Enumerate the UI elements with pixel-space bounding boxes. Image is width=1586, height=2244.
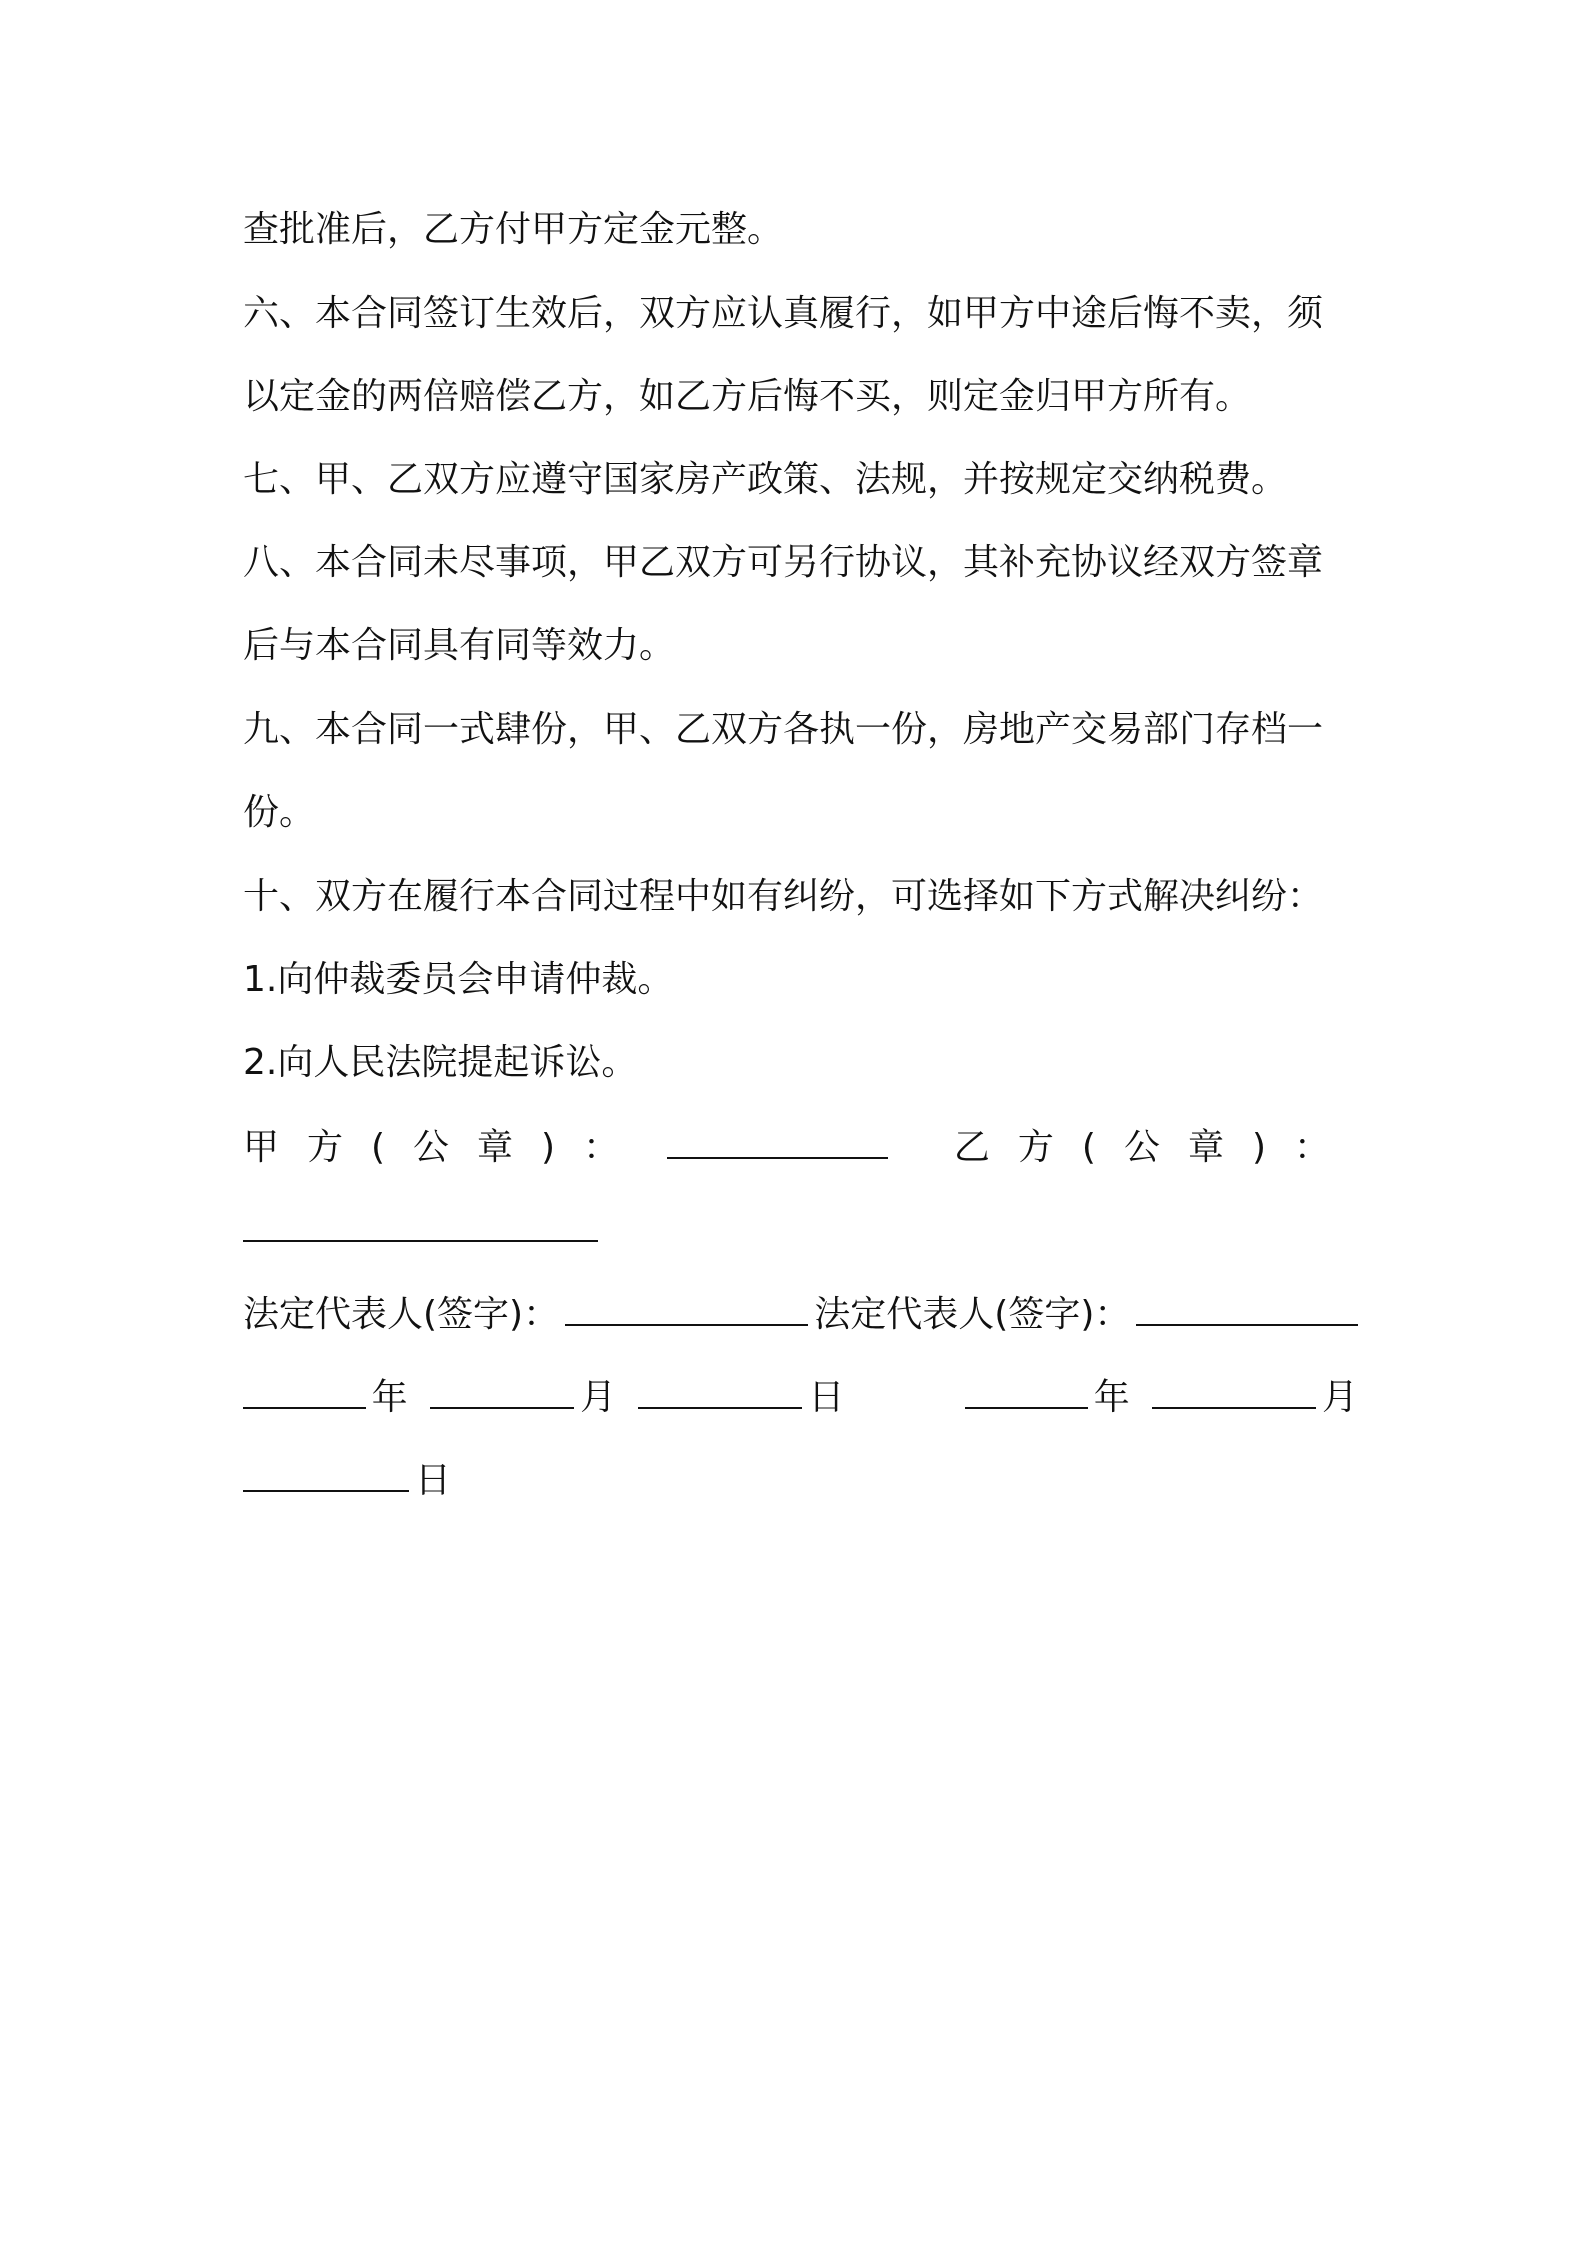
- paragraph-line: 以定金的两倍赔偿乙方，如乙方后悔不买，则定金归甲方所有。: [243, 376, 1252, 417]
- year-blank-a: [243, 1373, 366, 1409]
- year-blank-b: [965, 1373, 1088, 1409]
- month-label-a: 月: [580, 1377, 617, 1418]
- party-b-seal-label: 乙方(公章)：: [953, 1127, 1358, 1168]
- seal-line-continued: [243, 1206, 1358, 1254]
- legal-rep-line: [243, 1290, 1358, 1338]
- paragraph-line: 八、本合同未尽事项，甲乙双方可另行协议，其补充协议经双方签章: [243, 542, 1324, 583]
- month-blank-a: [430, 1373, 574, 1409]
- paragraph-line: 份。: [243, 792, 316, 833]
- year-label-b: 年: [1093, 1377, 1130, 1418]
- legal-rep-b-blank: [1136, 1290, 1358, 1326]
- party-b-seal-blank: [243, 1206, 598, 1242]
- paragraph-line: 查批准后，乙方付甲方定金元整。: [243, 209, 784, 250]
- year-label-a: 年: [371, 1377, 408, 1418]
- party-a-seal-label: 甲方(公章)：: [243, 1127, 648, 1168]
- day-blank-b: [243, 1456, 409, 1492]
- paragraph-line: 后与本合同具有同等效力。: [243, 625, 676, 666]
- paragraph-line: 2.向人民法院提起诉讼。: [243, 1042, 638, 1083]
- date-line: [243, 1373, 1358, 1421]
- seal-line: [243, 1123, 1358, 1171]
- month-blank-b: [1152, 1373, 1316, 1409]
- legal-rep-a-blank: [565, 1290, 808, 1326]
- paragraph-line: 九、本合同一式肆份，甲、乙双方各执一份，房地产交易部门存档一: [243, 709, 1324, 750]
- legal-rep-a-label: 法定代表人(签字)：: [243, 1294, 560, 1335]
- date-line-continued: [243, 1456, 1358, 1504]
- paragraph-line: 十、双方在履行本合同过程中如有纠纷，可选择如下方式解决纠纷：: [243, 876, 1324, 917]
- paragraph-line: 七、甲、乙双方应遵守国家房产政策、法规，并按规定交纳税费。: [243, 459, 1288, 500]
- paragraph-line: 1.向仲裁委员会申请仲裁。: [243, 959, 674, 1000]
- day-blank-a: [638, 1373, 802, 1409]
- day-label-a: 日: [808, 1377, 845, 1418]
- month-label-b: 月: [1321, 1377, 1358, 1418]
- legal-rep-b-label: 法定代表人(签字)：: [814, 1294, 1131, 1335]
- day-label-b: 日: [415, 1460, 452, 1501]
- paragraph-line: 六、本合同签订生效后，双方应认真履行，如甲方中途后悔不卖，须: [243, 293, 1324, 334]
- party-a-seal-blank: [667, 1123, 888, 1159]
